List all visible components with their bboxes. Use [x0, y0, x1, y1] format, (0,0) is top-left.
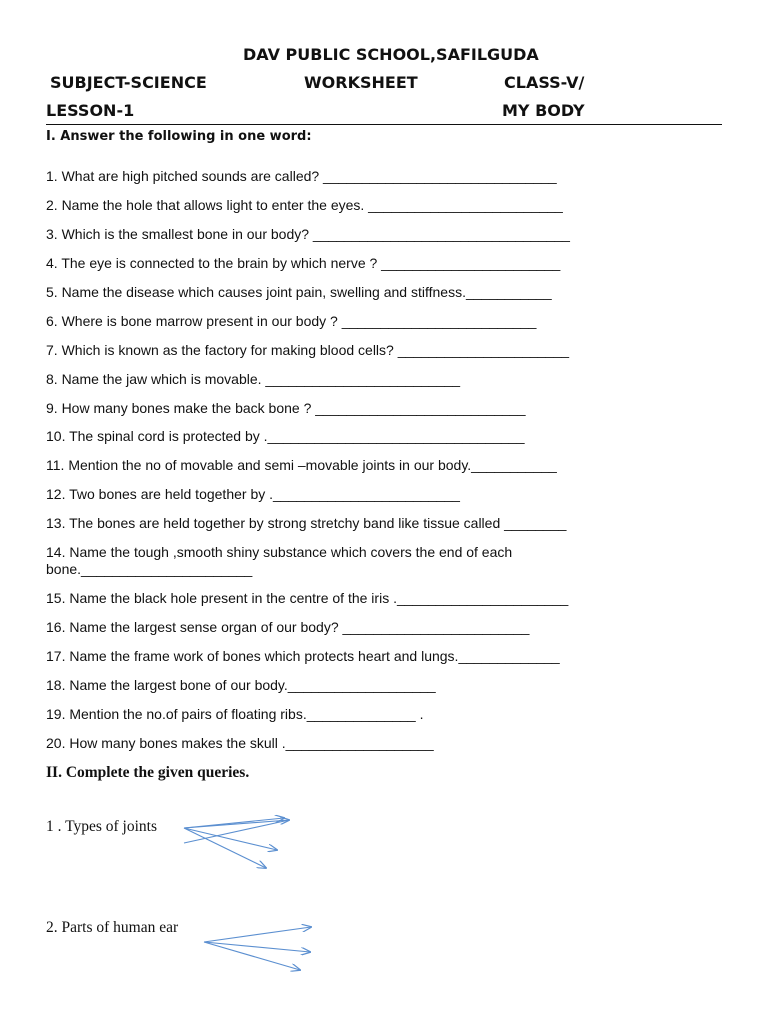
types-of-joints-arrows [184, 818, 289, 868]
lesson-label: LESSON-1 [46, 101, 135, 120]
question-5: 5. Name the disease which causes joint pain, swelling and stiffness.___________ [46, 284, 552, 300]
question-14: 14. Name the tough ,smooth shiny substance which covers the end of each bone.______________________ [46, 544, 513, 577]
question-9: 9. How many bones make the back bone ? ___________________________ [46, 400, 526, 416]
joints-arrow-3 [184, 828, 277, 850]
question-1: 1. What are high pitched sounds are called? ______________________________ [46, 168, 557, 184]
question-13: 13. The bones are held together by strong stretchy band like tissue called ________ [46, 515, 567, 531]
section1-heading: I. Answer the following in one word: [46, 129, 312, 144]
question-3: 3. Which is the smallest bone in our body? _________________________________ [46, 226, 570, 242]
question-8: 8. Name the jaw which is movable. _________________________ [46, 371, 461, 387]
ear-arrow-1 [204, 927, 311, 942]
parts-of-ear-label: 2. Parts of human ear [46, 919, 179, 936]
question-19: 19. Mention the no.of pairs of floating ribs.______________ . [46, 706, 424, 722]
question-2: 2. Name the hole that allows light to enter the eyes. _________________________ [46, 197, 563, 213]
types-of-joints-label: 1 . Types of joints [46, 818, 158, 835]
question-20: 20. How many bones makes the skull .___________________ [46, 735, 434, 751]
section2-heading: II. Complete the given queries. [46, 764, 250, 781]
question-12: 12. Two bones are held together by .________________________ [46, 486, 460, 502]
question-17: 17. Name the frame work of bones which protects heart and lungs._____________ [46, 648, 560, 664]
class-label: CLASS-V/ [504, 73, 585, 92]
question-7: 7. Which is known as the factory for making blood cells? ______________________ [46, 342, 570, 358]
question-11: 11. Mention the no of movable and semi –movable joints in our body.___________ [46, 457, 557, 473]
question-10: 10. The spinal cord is protected by ._________________________________ [46, 428, 525, 444]
school-name: DAV PUBLIC SCHOOL,SAFILGUDA [243, 45, 539, 64]
joints-arrow-2 [184, 818, 284, 828]
subject-label: SUBJECT-SCIENCE [50, 73, 207, 92]
parts-of-ear-arrows [204, 927, 311, 970]
question-6: 6. Where is bone marrow present in our body ? _________________________ [46, 313, 537, 329]
topic-label: MY BODY [502, 101, 585, 120]
worksheet-label: WORKSHEET [304, 73, 418, 92]
question-18: 18. Name the largest bone of our body.___________________ [46, 677, 436, 693]
question-15: 15. Name the black hole present in the centre of the iris .______________________ [46, 590, 569, 606]
question-16: 16. Name the largest sense organ of our body? ________________________ [46, 619, 530, 635]
question-4: 4. The eye is connected to the brain by which nerve ? _______________________ [46, 255, 561, 271]
